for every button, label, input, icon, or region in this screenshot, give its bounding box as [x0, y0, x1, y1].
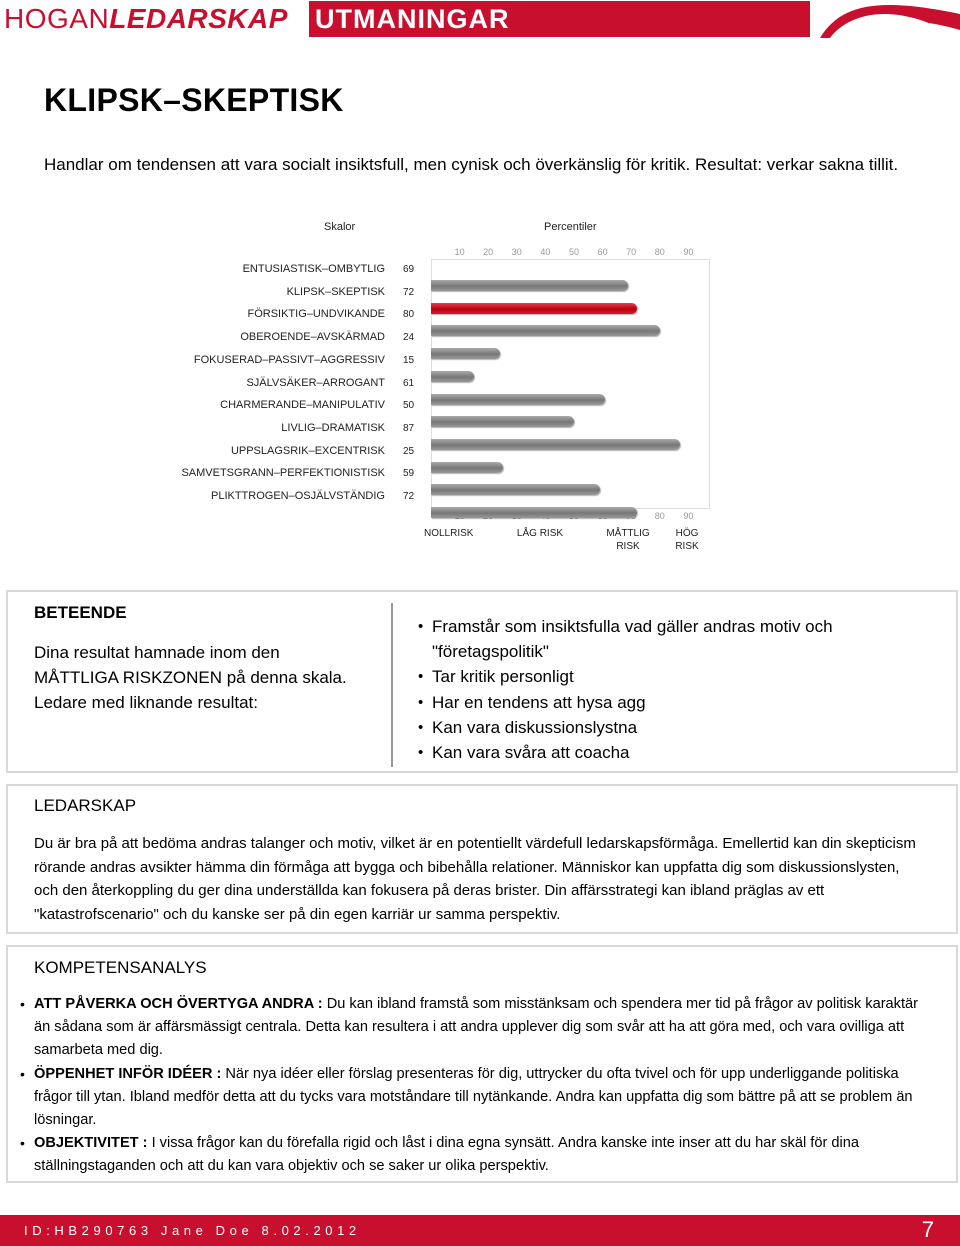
x-tick-label-bottom: 80 — [654, 511, 665, 521]
report-id: ID:HB290763 Jane Doe 8.02.2012 — [24, 1223, 361, 1238]
x-tick-label-top: 30 — [511, 247, 522, 257]
section-banner: UTMANINGAR — [309, 1, 810, 37]
risk-zone-label: HÖG RISK — [675, 528, 699, 552]
competence-item — [34, 1063, 928, 1133]
scale-value: 87 — [403, 422, 415, 434]
competence-item — [34, 993, 928, 1063]
competence-text: I vissa frågor kan du förefalla rigid och låst i dina egna synsätt. Andra kanske inte inser att du har skäl för dina ställningstaganden och att du kan vara objektiv och se saker ur olika perspektiv. — [34, 1135, 859, 1175]
brand-part1: HOGAN — [4, 3, 110, 34]
x-tick-label-top: 20 — [483, 247, 494, 257]
brand-logo — [4, 2, 288, 36]
percentiles-header: Percentiler — [544, 221, 597, 233]
list-item: • Kan vara diskussionslystna — [418, 715, 938, 740]
scale-bar — [431, 394, 605, 405]
scale-label: FOKUSERAD–PASSIVT–AGGRESSIV — [193, 353, 385, 366]
scale-value: 61 — [403, 377, 415, 389]
x-tick-label-top: 10 — [454, 247, 465, 257]
scales-header: Skalor — [324, 221, 356, 233]
list-item: • Tar kritik personligt — [418, 664, 938, 689]
scale-value: 72 — [403, 491, 415, 502]
x-tick-label-bottom: 90 — [683, 511, 694, 521]
footer — [0, 1215, 960, 1246]
risk-zone-label: NOLLRISK — [424, 528, 474, 539]
x-tick-label-top: 60 — [597, 247, 608, 257]
behavior-heading: BETEENDE — [34, 603, 127, 622]
scale-bar — [431, 439, 680, 450]
list-item: • Kan vara svåra att coacha — [418, 740, 938, 765]
brand-part2: LEDARSKAP — [109, 3, 288, 34]
competence-label: OBJEKTIVITET : — [34, 1135, 148, 1152]
competence-list — [34, 993, 928, 1179]
divider — [391, 603, 393, 767]
scale-label: FÖRSIKTIG–UNDVIKANDE — [247, 308, 385, 321]
scale-label: UPPSLAGSRIK–EXCENTRISK — [230, 444, 385, 457]
x-tick-label-top: 50 — [568, 247, 579, 257]
x-tick-label-top: 90 — [683, 247, 694, 257]
scale-value: 59 — [403, 468, 415, 480]
scale-label: SJÄLVSÄKER–ARROGANT — [246, 376, 385, 389]
scale-bar — [431, 462, 503, 473]
competence-label: ÖPPENHET INFÖR IDÉER : — [34, 1065, 222, 1082]
scale-value: 24 — [403, 332, 415, 344]
scale-label: PLIKTTROGEN–OSJÄLVSTÄNDIG — [210, 490, 385, 502]
header — [0, 0, 960, 38]
behavior-text: Dina resultat hamnade inom den MÅTTLIGA RISKZONEN på denna skala. Ledare med liknande resultat: — [34, 643, 347, 712]
swoosh-logo-icon — [812, 0, 960, 38]
competence-heading: KOMPETENSANALYS — [34, 958, 207, 977]
x-tick-label-top: 80 — [654, 247, 665, 257]
risk-zone-label: MÅTTLIG RISK — [606, 528, 650, 552]
scale-label: ENTUSIASTISK–OMBYTLIG — [242, 263, 385, 275]
scale-label: CHARMERANDE–MANIPULATIV — [220, 399, 385, 412]
behavior-summary — [34, 603, 364, 715]
scale-label: OBEROENDE–AVSKÄRMAD — [240, 331, 385, 344]
behavior-bullets — [418, 614, 938, 765]
scale-value: 80 — [403, 309, 415, 321]
x-tick-label-top: 40 — [540, 247, 551, 257]
competence-text: Du kan ibland framstå som misstänksam och spendera mer tid på frågor av politisk karaktär än sådana som är affärsmässigt centrala. Detta kan resultera i att andra upplever dig som svår att ha att göra med, och vara ovilliga att samarbeta med dig. — [34, 996, 918, 1059]
risk-zone-label: LÅG RISK — [516, 528, 564, 539]
scale-label: SAMVETSGRANN–PERFEKTIONISTISK — [181, 467, 385, 480]
scale-bar — [431, 507, 637, 518]
intro-text: Handlar om tendensen att vara socialt insiktsfull, men cynisk och överkänslig för kritik. Resultat: verkar sakna tillit. — [44, 155, 899, 174]
scale-bar — [431, 280, 628, 291]
scale-value: 15 — [403, 354, 415, 366]
page-number: 7 — [921, 1217, 934, 1242]
scale-value: 72 — [403, 286, 415, 298]
x-tick-label-top: 70 — [626, 247, 637, 257]
competence-item — [34, 1132, 928, 1178]
leadership-text: Du är bra på att bedöma andras talanger och motiv, vilket är en potentiellt värdefull ledarskapsförmåga. Emellertid kan din skepticism rörande andras avsikter hämma din förmåga att bygga och bibehålla relationer. Människor kan uppfatta dig som diskussionslysten, och den återkoppling du ger dina underställda kan fokusera på deras brister. Din affärsstrategi kan ibland präglas av ett "katastrofscenario" och du kanske ser på din egen karriär ur samma perspektiv. — [34, 835, 916, 923]
scale-label: LIVLIG–DRAMATISK — [281, 421, 385, 434]
competence-text: När nya idéer eller förslag presenteras för dig, uttrycker du ofta tvivel och för upp underliggande politiska frågor till ytan. Ibland medför detta att du tycks vara motståndare till nytänkande. Andra kan uppfatta dig som bättre på att se problem än lösningar. — [34, 1065, 913, 1129]
page-title: KLIPSK–SKEPTISK — [44, 82, 344, 118]
leadership-heading: LEDARSKAP — [34, 796, 137, 815]
list-item: • Framstår som insiktsfulla vad gäller andras motiv och "företagspolitik" — [418, 614, 938, 664]
scale-label: KLIPSK–SKEPTISK — [286, 285, 385, 298]
scale-bar — [431, 484, 600, 495]
list-item: • Har en tendens att hysa agg — [418, 690, 938, 715]
scale-value: 69 — [403, 264, 415, 275]
scale-bar — [431, 348, 500, 359]
scale-bar — [431, 303, 637, 314]
scale-bar — [431, 416, 574, 427]
scale-bar — [431, 371, 474, 382]
scale-value: 25 — [403, 445, 415, 457]
scale-bar — [431, 325, 660, 336]
competence-label: ATT PÅVERKA OCH ÖVERTYGA ANDRA : — [34, 996, 323, 1012]
scale-value: 50 — [403, 400, 415, 412]
